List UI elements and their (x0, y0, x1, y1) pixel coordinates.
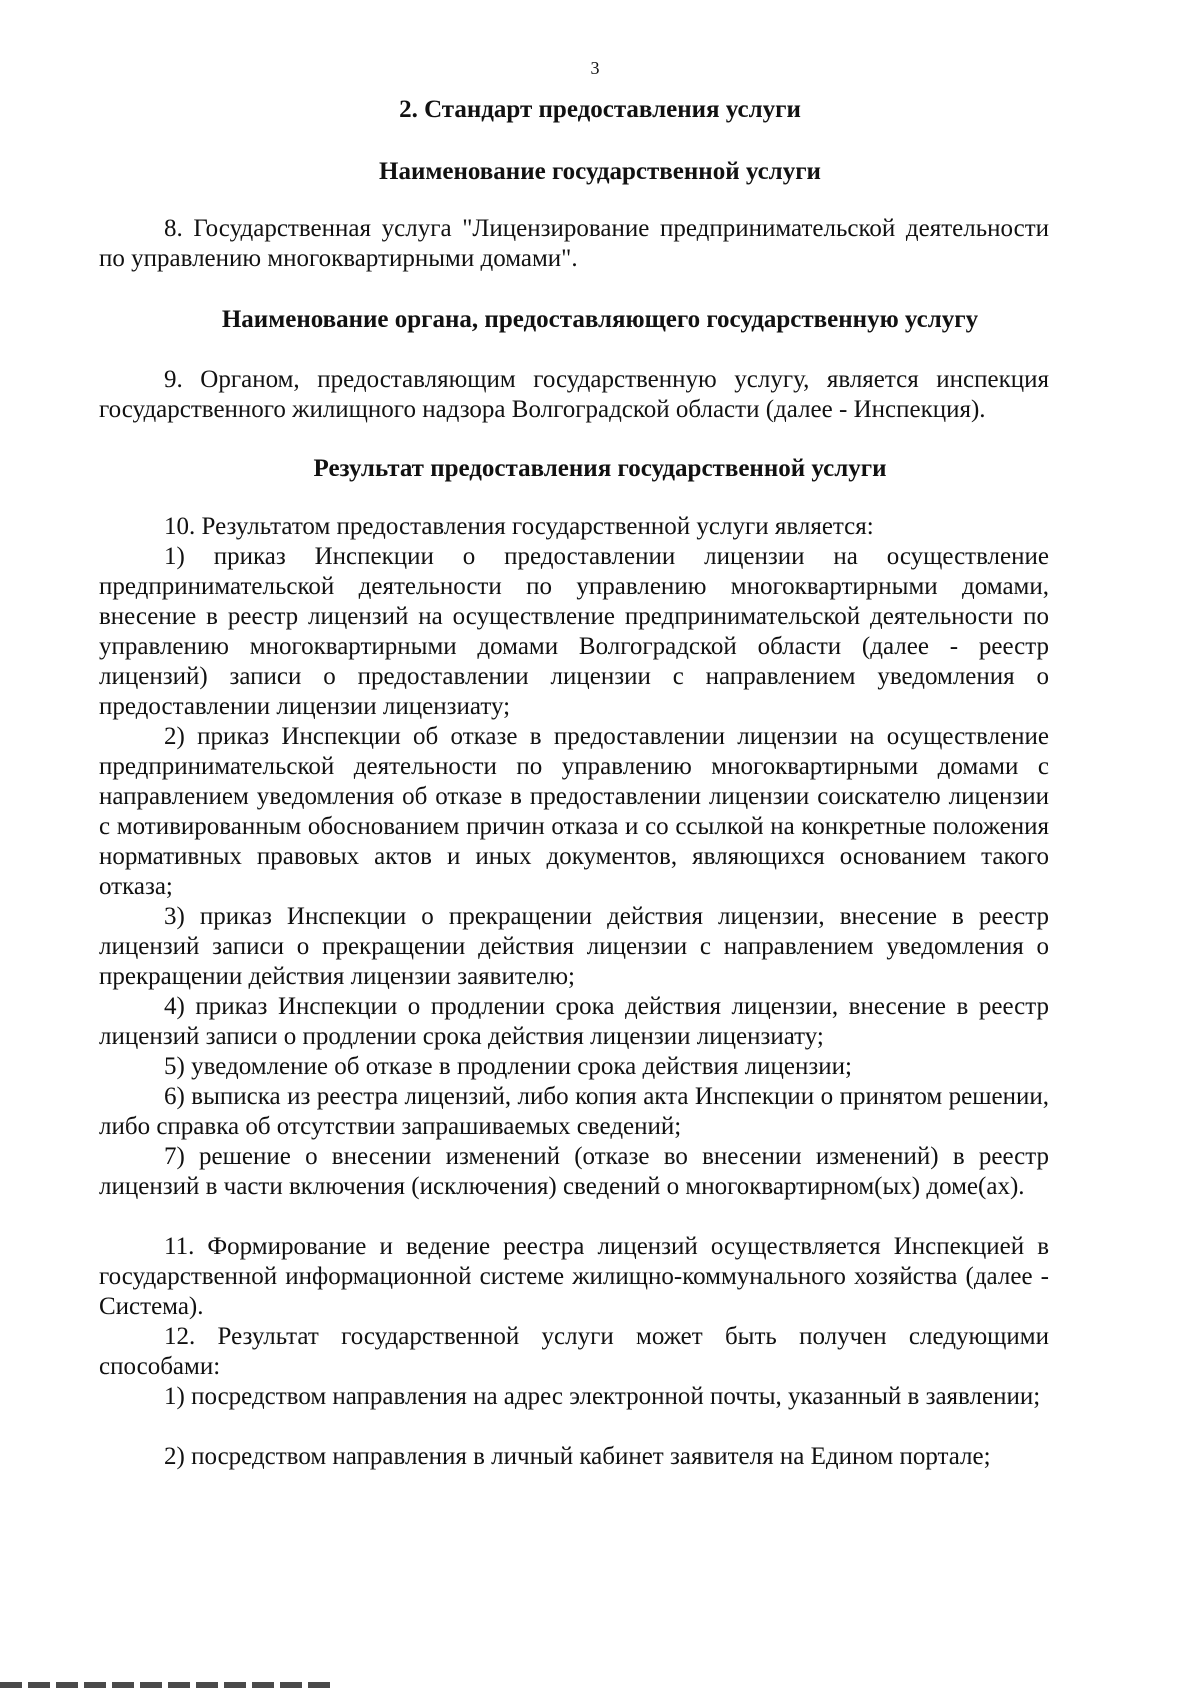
paragraph-10-item-6: 6) выписка из реестра лицензий, либо копия акта Инспекции о принятом решении, либо справка об отсутствии запрашиваемых сведений; (99, 1083, 1049, 1140)
paragraph-12-item-1: 1) посредством направления на адрес электронной почты, указанный в заявлении; (164, 1383, 1041, 1410)
paragraph-10-item-4: 4) приказ Инспекции о продлении срока действия лицензии, внесение в реестр лицензий записи о продлении срока действия лицензии лицензиату; (99, 993, 1049, 1050)
paragraph-10-item-5: 5) уведомление об отказе в продлении срока действия лицензии; (164, 1053, 852, 1080)
paragraph-10-item-1: 1) приказ Инспекции о предоставлении лицензии на осуществление предпринимательской деятельности по управлению многоквартирными домами, внесение в реестр лицензий на осуществление предпринимательской деятельности по управлению многоквартирными домами Волгоградской области (далее - реестр лицензий) записи о предоставлении лицензии с направлением уведомления о предоставлении лицензии лицензиату; (99, 543, 1049, 720)
paragraph-10-item-7: 7) решение о внесении изменений (отказе во внесении изменений) в реестр лицензий в части включения (исключения) сведений о многоквартирном(ых) доме(ах). (99, 1143, 1049, 1200)
paragraph-8: 8. Государственная услуга "Лицензирование предпринимательской деятельности по управлению многоквартирными домами". (99, 215, 1049, 272)
paragraph-10-item-3: 3) приказ Инспекции о прекращении действия лицензии, внесение в реестр лицензий записи о прекращении действия лицензии с направлением уведомления о прекращении действия лицензии заявителю; (99, 903, 1049, 990)
heading-service-name: Наименование государственной услуги (379, 158, 821, 185)
heading-result: Результат предоставления государственной услуги (313, 455, 887, 482)
heading-authority-name: Наименование органа, предоставляющего государственную услугу (221, 306, 979, 333)
scan-edge-artifact (0, 1682, 330, 1688)
paragraph-9: 9. Органом, предоставляющим государственную услугу, является инспекция государственного жилищного надзора Волгоградской области (далее - Инспекция). (99, 366, 1049, 423)
section-title: 2. Стандарт предоставления услуги (399, 96, 801, 123)
paragraph-10: 10. Результатом предоставления государственной услуги является: (164, 513, 874, 540)
page-number: 3 (590, 58, 600, 78)
paragraph-10-item-2: 2) приказ Инспекции об отказе в предоставлении лицензии на осуществление предпринимательской деятельности по управлению многоквартирными домами с направлением уведомления об отказе в предоставлении лицензии соискателю лицензии с мотивированным обоснованием причин отказа и со ссылкой на конкретные положения нормативных правовых актов и иных документов, являющихся основанием такого отказа; (99, 723, 1049, 900)
paragraph-12: 12. Результат государственной услуги может быть получен следующими способами: (99, 1323, 1049, 1380)
paragraph-11: 11. Формирование и ведение реестра лицензий осуществляется Инспекцией в государственной информационной системе жилищно-коммунального хозяйства (далее - Система). (99, 1233, 1049, 1320)
paragraph-12-item-2: 2) посредством направления в личный кабинет заявителя на Едином портале; (164, 1443, 991, 1470)
